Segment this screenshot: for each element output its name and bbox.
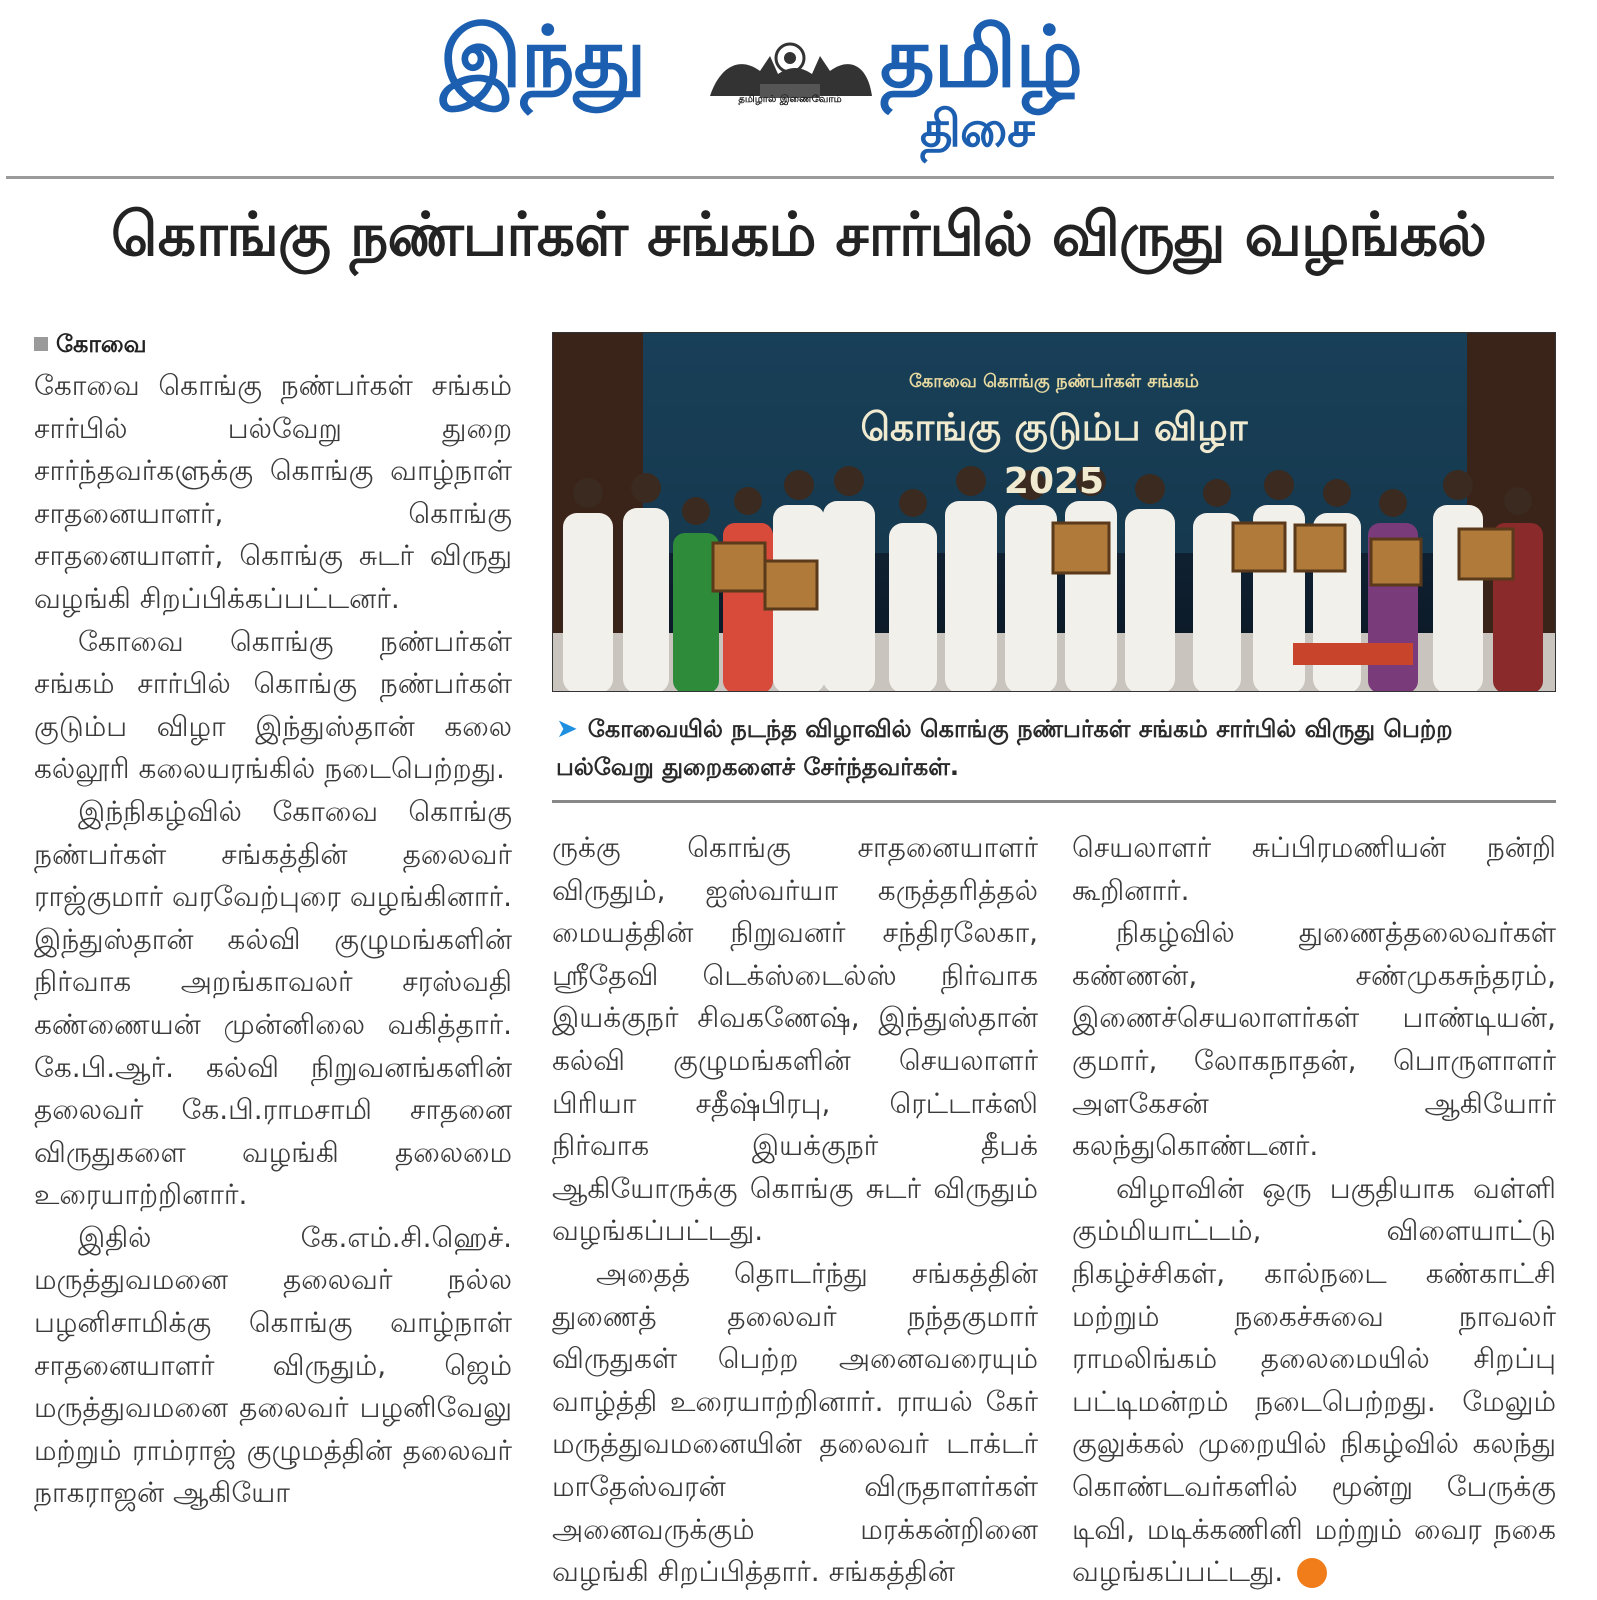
caption-text: கோவையில் நடந்த விழாவில் கொங்கு நண்பர்கள் சங்கம் சார்பில் விருது பெற்ற பல்வேறு துறைகளைச் சேர்ந்தவர்கள். [556, 715, 1453, 781]
article-headline: கொங்கு நண்பர்கள் சங்கம் சார்பில் விருது வழங்கல் [111, 200, 1486, 270]
paragraph [1072, 1168, 1556, 1594]
paragraph: கோவை கொங்கு நண்பர்கள் சங்கம் சார்பில் பல்வேறு துறை சார்ந்தவர்களுக்கு கொங்கு வாழ்நாள் சாதனையாளர், கொங்கு சாதனையாளர், கொங்கு சுடர் விருது வழங்கி சிறப்பிக்கப்பட்டனர். [34, 369, 512, 615]
paragraph-text: விழாவின் ஒரு பகுதியாக வள்ளி கும்மியாட்டம், விளையாட்டு நிகழ்ச்சிகள், கால்நடை கண்காட்சி மற்றும் நகைச்சுவை நாவலர் ராமலிங்கம் தலைமையில் சிறப்பு பட்டிமன்றம் நடைபெற்றது. மேலும் குலுக்கல் முறையில் நிகழ்வில் கலந்து கொண்டவர்களில் மூன்று பேருக்கு டிவி, மடிக்கணினி மற்றும் வைர நகை வழங்கப்பட்டது. [1072, 1171, 1556, 1589]
dateline [34, 329, 512, 359]
banner-title: கொங்கு குடும்ப விழா [860, 405, 1248, 449]
photo-caption [556, 710, 1556, 786]
paragraph: இந்நிகழ்வில் கோவை கொங்கு நண்பர்கள் சங்கத்தின் தலைவர் ராஜ்குமார் வரவேற்புரை வழங்கினார். இந்துஸ்தான் கல்வி குழுமங்களின் நிர்வாக அறங்காவலர் சரஸ்வதி கண்ணையன் முன்னிலை வகித்தார். கே.பி.ஆர். கல்வி நிறுவனங்களின் தலைவர் கே.பி.ராமசாமி சாதனை விருதுகளை வழங்கி தலைமை உரையாற்றினார். [34, 794, 512, 1212]
paragraph: இதில் கே.எம்.சி.ஹெச். மருத்துவமனை தலைவர் நல்ல பழனிசாமிக்கு கொங்கு வாழ்நாள் சாதனையாளர் விருதும், ஜெம் மருத்துவமனை தலைவர் பழனிவேலு மற்றும் ராம்ராஜ் குழுமத்தின் தலைவர் நாகராஜன் ஆகியோ [34, 1220, 512, 1510]
caption-arrow-icon: ➤ [556, 714, 578, 744]
masthead [0, 0, 1597, 170]
end-mark-icon [1297, 1558, 1327, 1588]
paragraph: அதைத் தொடர்ந்து சங்கத்தின் துணைத் தலைவர் நந்தகுமார் விருதுகள் பெற்ற அனைவரையும் வாழ்த்தி உரையாற்றினார். ராயல் கேர் மருத்துவமனையின் தலைவர் டாக்டர் மாதேஸ்வரன் விருதாளர்கள் அனைவருக்கும் மரக்கன்றினை வழங்கி சிறப்பித்தார். சங்கத்தின் [552, 1256, 1038, 1589]
paragraph: செயலாளர் சுப்பிரமணியன் நன்றி கூறினார். [1072, 831, 1556, 907]
banner-small-text: கோவை கொங்கு நண்பர்கள் சங்கம் [908, 371, 1200, 392]
dateline-text: கோவை [56, 330, 147, 358]
dateline-square-icon [34, 337, 48, 351]
masthead-left-word: இந்து [440, 8, 646, 106]
paragraph: நிகழ்வில் துணைத்தலைவர்கள் கண்ணன், சண்முகசுந்தரம், இணைச்செயலாளர்கள் பாண்டியன், குமார், லோகநாதன், பொருளாளர் அளகேசன் ஆகியோர் கலந்துகொண்டனர். [1072, 916, 1556, 1163]
banner-year: 2025 [1003, 461, 1105, 502]
masthead-right-word: தமிழ் [880, 8, 1082, 106]
top-divider [6, 176, 1554, 179]
article-column-3 [1072, 827, 1556, 1597]
event-photo [552, 332, 1556, 692]
caption-divider [552, 800, 1556, 803]
article-column-2 [552, 827, 1038, 1597]
paragraph: கோவை கொங்கு நண்பர்கள் சங்கம் சார்பில் கொங்கு நண்பர்கள் குடும்ப விழா இந்துஸ்தான் கலை கல்லூரி கலையரங்கில் நடைபெற்றது. [34, 624, 512, 786]
paragraph: ருக்கு கொங்கு சாதனையாளர் விருதும், ஐஸ்வர்யா கருத்தரித்தல் மையத்தின் நிறுவனர் சந்திரலேகா, ஸ்ரீதேவி டெக்ஸ்டைல்ஸ் நிர்வாக இயக்குநர் சிவகணேஷ், இந்துஸ்தான் கல்வி குழுமங்களின் செயலாளர் பிரியா சதீஷ்பிரபு, ரெட்டாக்ஸி நிர்வாக இயக்குநர் தீபக் ஆகியோருக்கு கொங்கு சுடர் விருதும் வழங்கப்பட்டது. [552, 831, 1038, 1248]
article-column-1 [34, 329, 512, 1599]
masthead-sub-word: திசை [920, 100, 1034, 158]
masthead-tagline: தமிழால் இணைவோம் [738, 94, 842, 105]
